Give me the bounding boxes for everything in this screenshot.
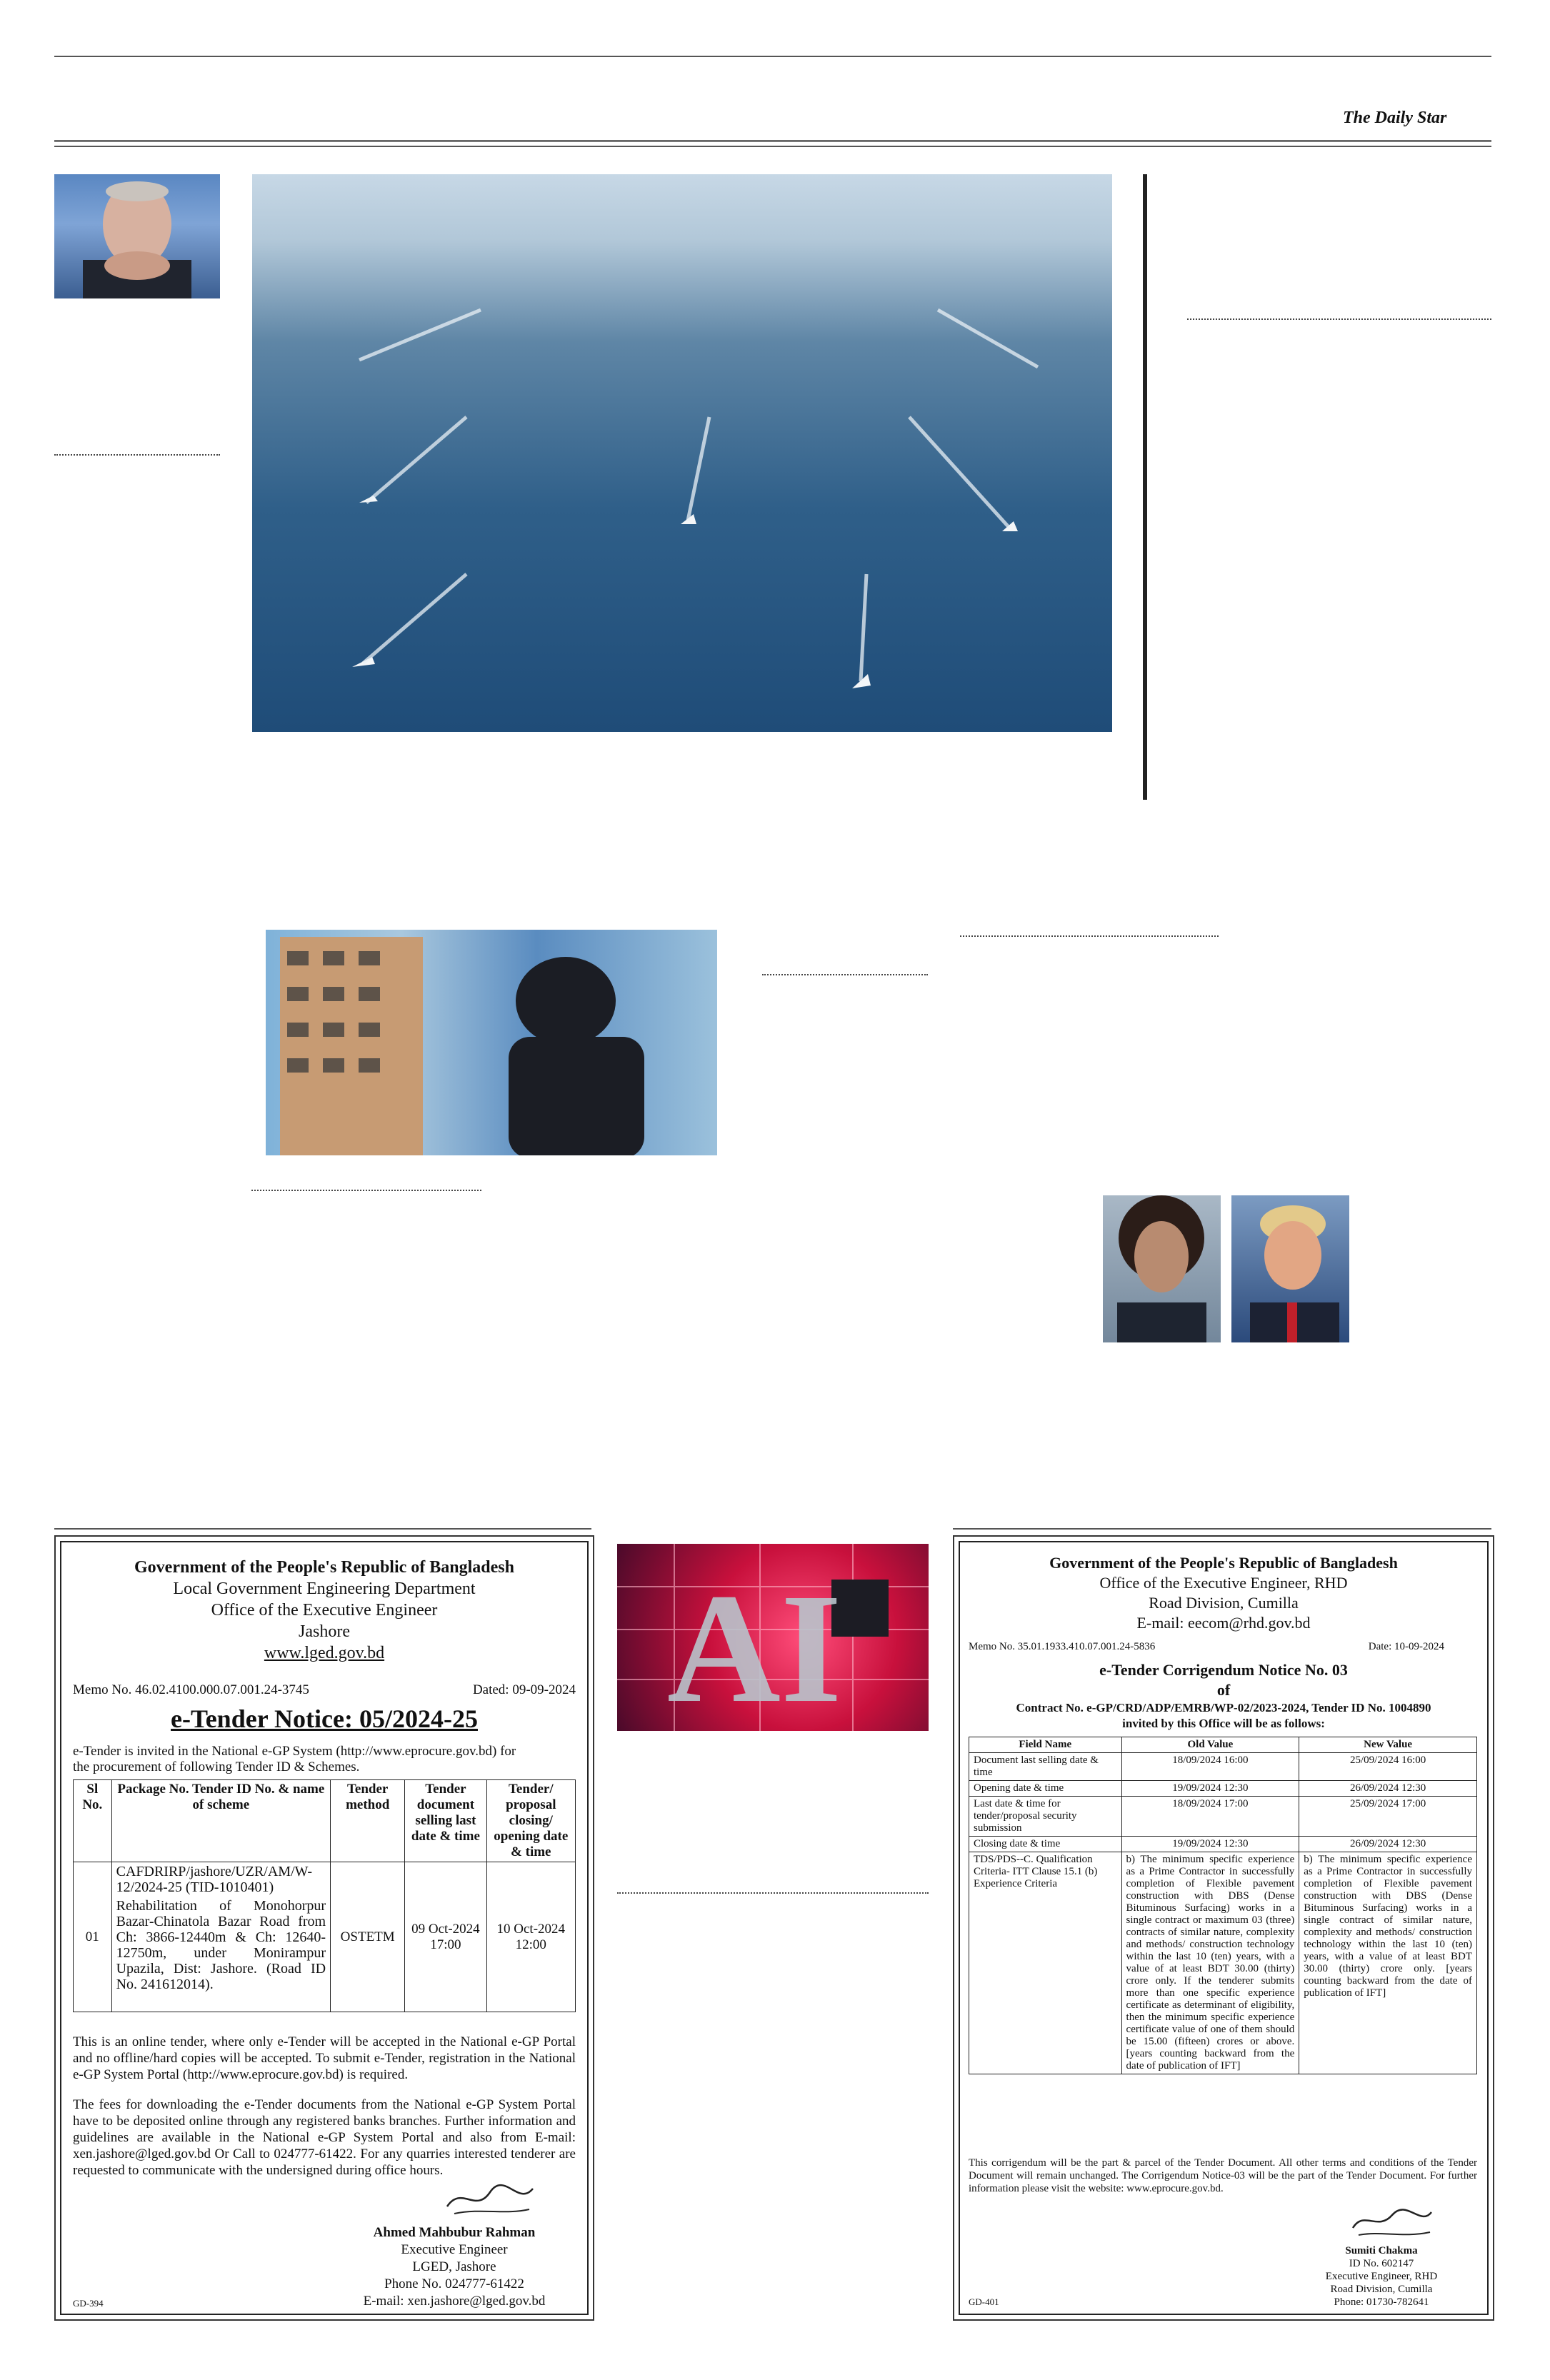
lged-tender-notice bbox=[54, 1535, 594, 2321]
table-row bbox=[969, 1797, 1477, 1837]
rhd-row-1-field: Document last selling date & time bbox=[969, 1753, 1122, 1781]
rhd-col-new: New Value bbox=[1299, 1737, 1477, 1753]
lged-org: Local Government Engineering Department bbox=[173, 1580, 476, 1598]
lged-row-method: OSTETM bbox=[331, 1862, 405, 2012]
header-rule-2 bbox=[54, 146, 1491, 147]
table-row bbox=[969, 1753, 1477, 1781]
rhd-contract: Contract No. e-GP/CRD/ADP/EMRB/WP-02/2023-2024, Tender ID No. 1004890 bbox=[1016, 1701, 1431, 1714]
soldier-silhouette-photo bbox=[266, 930, 717, 1155]
rhd-email: E-mail: eecom@rhd.gov.bd bbox=[1136, 1614, 1311, 1632]
lged-para-1: This is an online tender, where only e-Tender will be accepted in the National e-GP Portal and no offline/hard copies will be accepted. To submit e-Tender, registration in the National e-GP System Portal (http://www.eprocure.gov.bd) is required. bbox=[73, 2034, 576, 2082]
naval-fleet-photo bbox=[252, 174, 1112, 732]
rhd-row-1-new: 25/09/2024 16:00 bbox=[1299, 1753, 1477, 1781]
lged-col-package: Package No. Tender ID No. & name of scheme bbox=[111, 1780, 330, 1862]
rhd-row-5-field: TDS/PDS--C. Qualification Criteria- ITT Clause 15.1 (b) Experience Criteria bbox=[969, 1852, 1122, 2074]
rhd-row-3-old: 18/09/2024 17:00 bbox=[1121, 1797, 1299, 1837]
ai-caption-rule bbox=[617, 1892, 929, 1894]
rhd-heading: Government of the People's Republic of Bangladesh bbox=[1049, 1554, 1398, 1572]
ai-chip-photo bbox=[617, 1544, 929, 1731]
lged-tender-table bbox=[73, 1779, 576, 2012]
rhd-date: Date: 10-09-2024 bbox=[1368, 1641, 1444, 1652]
lged-row-selling: 09 Oct-2024 17:00 bbox=[405, 1862, 486, 2012]
left-column-divider bbox=[54, 454, 220, 456]
masthead: The Daily Star bbox=[1343, 109, 1447, 127]
lged-signer-email: E-mail: xen.jashore@lged.gov.bd bbox=[363, 2294, 546, 2309]
svg-text:AI: AI bbox=[667, 1561, 842, 1731]
lged-office: Office of the Executive Engineer bbox=[211, 1601, 438, 1620]
rhd-col-field: Field Name bbox=[969, 1737, 1122, 1753]
rhd-signer-division: Road Division, Cumilla bbox=[1330, 2284, 1433, 2295]
rhd-row-2-old: 19/09/2024 12:30 bbox=[1121, 1781, 1299, 1797]
lged-notice-border bbox=[60, 1541, 589, 2315]
table-row bbox=[969, 1852, 1477, 2074]
rhd-row-4-old: 19/09/2024 12:30 bbox=[1121, 1837, 1299, 1852]
lged-row-closing: 10 Oct-2024 12:00 bbox=[486, 1862, 575, 2012]
rhd-signer-name: Sumiti Chakma bbox=[1345, 2245, 1418, 2256]
lged-col-selling: Tender document selling last date & time bbox=[405, 1780, 486, 1862]
rhd-signer-phone: Phone: 01730-782641 bbox=[1334, 2296, 1429, 2308]
table-row bbox=[969, 1781, 1477, 1797]
lged-col-method: Tender method bbox=[331, 1780, 405, 1862]
lged-col-sl: Sl No. bbox=[74, 1780, 112, 1862]
lged-para-2: The fees for downloading the e-Tender documents from the National e-GP System Portal have to be deposited online through any registered banks branches. Further information and guidelines are available in the National e-GP System Portal and also from E-mail: xen.jashore@lged.gov.bd Or Call to 024777-61422. For any quarries interested tenderer are requested to communicate with the undersigned during office hours. bbox=[73, 2097, 576, 2178]
trump-portrait-photo bbox=[1231, 1195, 1349, 1342]
header-rule bbox=[54, 140, 1491, 142]
ads-top-rule bbox=[54, 1528, 591, 1530]
lged-signer-name: Ahmed Mahbubur Rahman bbox=[373, 2225, 536, 2240]
lged-memo: Memo No. 46.02.4100.000.07.001.24-3745 bbox=[73, 1682, 309, 1697]
mid-divider-1 bbox=[762, 974, 928, 975]
lged-row-package-desc: Rehabilitation of Monohorpur Bazar-Chinatola Bazar Road from Ch: 3866-12440m & Ch: 12640-12750m, under Monirampur Upazila, Dist: Jashore. (Road ID No. 241612014). bbox=[116, 1898, 326, 1992]
lged-intro-1: e-Tender is invited in the National e-GP System (http://www.eprocure.gov.bd) for bbox=[73, 1744, 516, 1759]
lged-intro-2: the procurement of following Tender ID & Schemes. bbox=[73, 1759, 360, 1774]
lged-website-link[interactable]: www.lged.gov.bd bbox=[264, 1644, 385, 1662]
top-rule bbox=[54, 56, 1491, 57]
lged-row-sl: 01 bbox=[74, 1862, 112, 2012]
rhd-title-of: of bbox=[1216, 1681, 1231, 1699]
lged-signer-phone: Phone No. 024777-61422 bbox=[384, 2276, 524, 2291]
rhd-office: Office of the Executive Engineer, RHD bbox=[1099, 1574, 1348, 1592]
right-column-divider bbox=[1187, 318, 1491, 320]
rhd-row-5-old: b) The minimum specific experience as a Prime Contractor in successfully completion of Flexible pavement construction with DBS (Dense Bituminous Surfacing) works in a single contract or maximum 03 (three) contracts of similar nature, complexity and methods/ construction technology within the last 10 (ten) years, with a value of at least BDT 30.00 (thirty) crore only. If the tenderer submits more than one specific experience certificate as determinant of eligibility, then the minimum specific experience certificate value of one of them should be 15.00 (fifteen) crores or above. [years counting backward from the date of publication of IFT] bbox=[1121, 1852, 1299, 2074]
table-row bbox=[969, 1837, 1477, 1852]
soldier-caption-rule bbox=[251, 1190, 481, 1191]
lged-signature-image bbox=[440, 2178, 540, 2221]
rhd-row-1-old: 18/09/2024 16:00 bbox=[1121, 1753, 1299, 1781]
rhd-signer-id: ID No. 602147 bbox=[1349, 2258, 1414, 2269]
lged-title: e-Tender Notice: 05/2024-25 bbox=[171, 1704, 478, 1733]
rhd-col-old: Old Value bbox=[1121, 1737, 1299, 1753]
rhd-contract-2: invited by this Office will be as follows: bbox=[1122, 1717, 1325, 1730]
lged-row-package-id: CAFDRIRP/jashore/UZR/AM/W-12/2024-25 (TID-1010401) bbox=[116, 1864, 313, 1895]
rhd-row-4-new: 26/09/2024 12:30 bbox=[1299, 1837, 1477, 1852]
lged-ad-code: GD-394 bbox=[73, 2298, 104, 2309]
rhd-footer: This corrigendum will be the part & parcel of the Tender Document. All other terms and conditions of the Tender Document will remain unchanged. The Corrigendum Notice-03 will be the part of the Tender Document. For further information please visit the website: www.eprocure.gov.bd. bbox=[969, 2157, 1477, 2194]
lged-date: Dated: 09-09-2024 bbox=[472, 1682, 576, 1697]
rhd-notice-border bbox=[959, 1541, 1489, 2315]
lged-signer-title: Executive Engineer bbox=[401, 2242, 508, 2257]
mid-divider-2 bbox=[960, 935, 1219, 937]
rhd-signer-title: Executive Engineer, RHD bbox=[1325, 2271, 1438, 2282]
rhd-corrigendum-notice bbox=[953, 1535, 1494, 2321]
column-rule bbox=[1143, 174, 1147, 800]
table-row bbox=[74, 1862, 576, 2012]
rhd-row-2-new: 26/09/2024 12:30 bbox=[1299, 1781, 1477, 1797]
rhd-title: e-Tender Corrigendum Notice No. 03 bbox=[1099, 1661, 1348, 1679]
lged-heading: Government of the People's Republic of Bangladesh bbox=[134, 1558, 514, 1577]
rhd-division: Road Division, Cumilla bbox=[1149, 1594, 1299, 1612]
lged-signer-org: LGED, Jashore bbox=[412, 2259, 496, 2274]
rhd-row-3-new: 25/09/2024 17:00 bbox=[1299, 1797, 1477, 1837]
harris-portrait-photo bbox=[1103, 1195, 1221, 1342]
lged-col-closing: Tender/ proposal closing/ opening date & time bbox=[486, 1780, 575, 1862]
rhd-memo: Memo No. 35.01.1933.410.07.001.24-5836 bbox=[969, 1641, 1156, 1652]
rhd-row-2-field: Opening date & time bbox=[969, 1781, 1122, 1797]
rhd-corrigendum-table bbox=[969, 1737, 1477, 2074]
ads-top-rule-right bbox=[953, 1528, 1491, 1530]
rhd-row-5-new: b) The minimum specific experience as a Prime Contractor in successfully completion of Flexible pavement construction with DBS (Dense Bituminous Surfacing) works in a single contract of similar nature, complexity and methods/ construction technology within the last 10 (ten) years, with a value of at least BDT 30.00 (thirty) crore only. [years counting backward from the date of publication of IFT] bbox=[1299, 1852, 1477, 2074]
portrait-photo bbox=[54, 174, 220, 298]
rhd-signature-image bbox=[1346, 2199, 1439, 2242]
lged-place: Jashore bbox=[299, 1622, 350, 1641]
rhd-row-4-field: Closing date & time bbox=[969, 1837, 1122, 1852]
rhd-row-3-field: Last date & time for tender/proposal security submission bbox=[969, 1797, 1122, 1837]
rhd-ad-code: GD-401 bbox=[969, 2296, 999, 2307]
